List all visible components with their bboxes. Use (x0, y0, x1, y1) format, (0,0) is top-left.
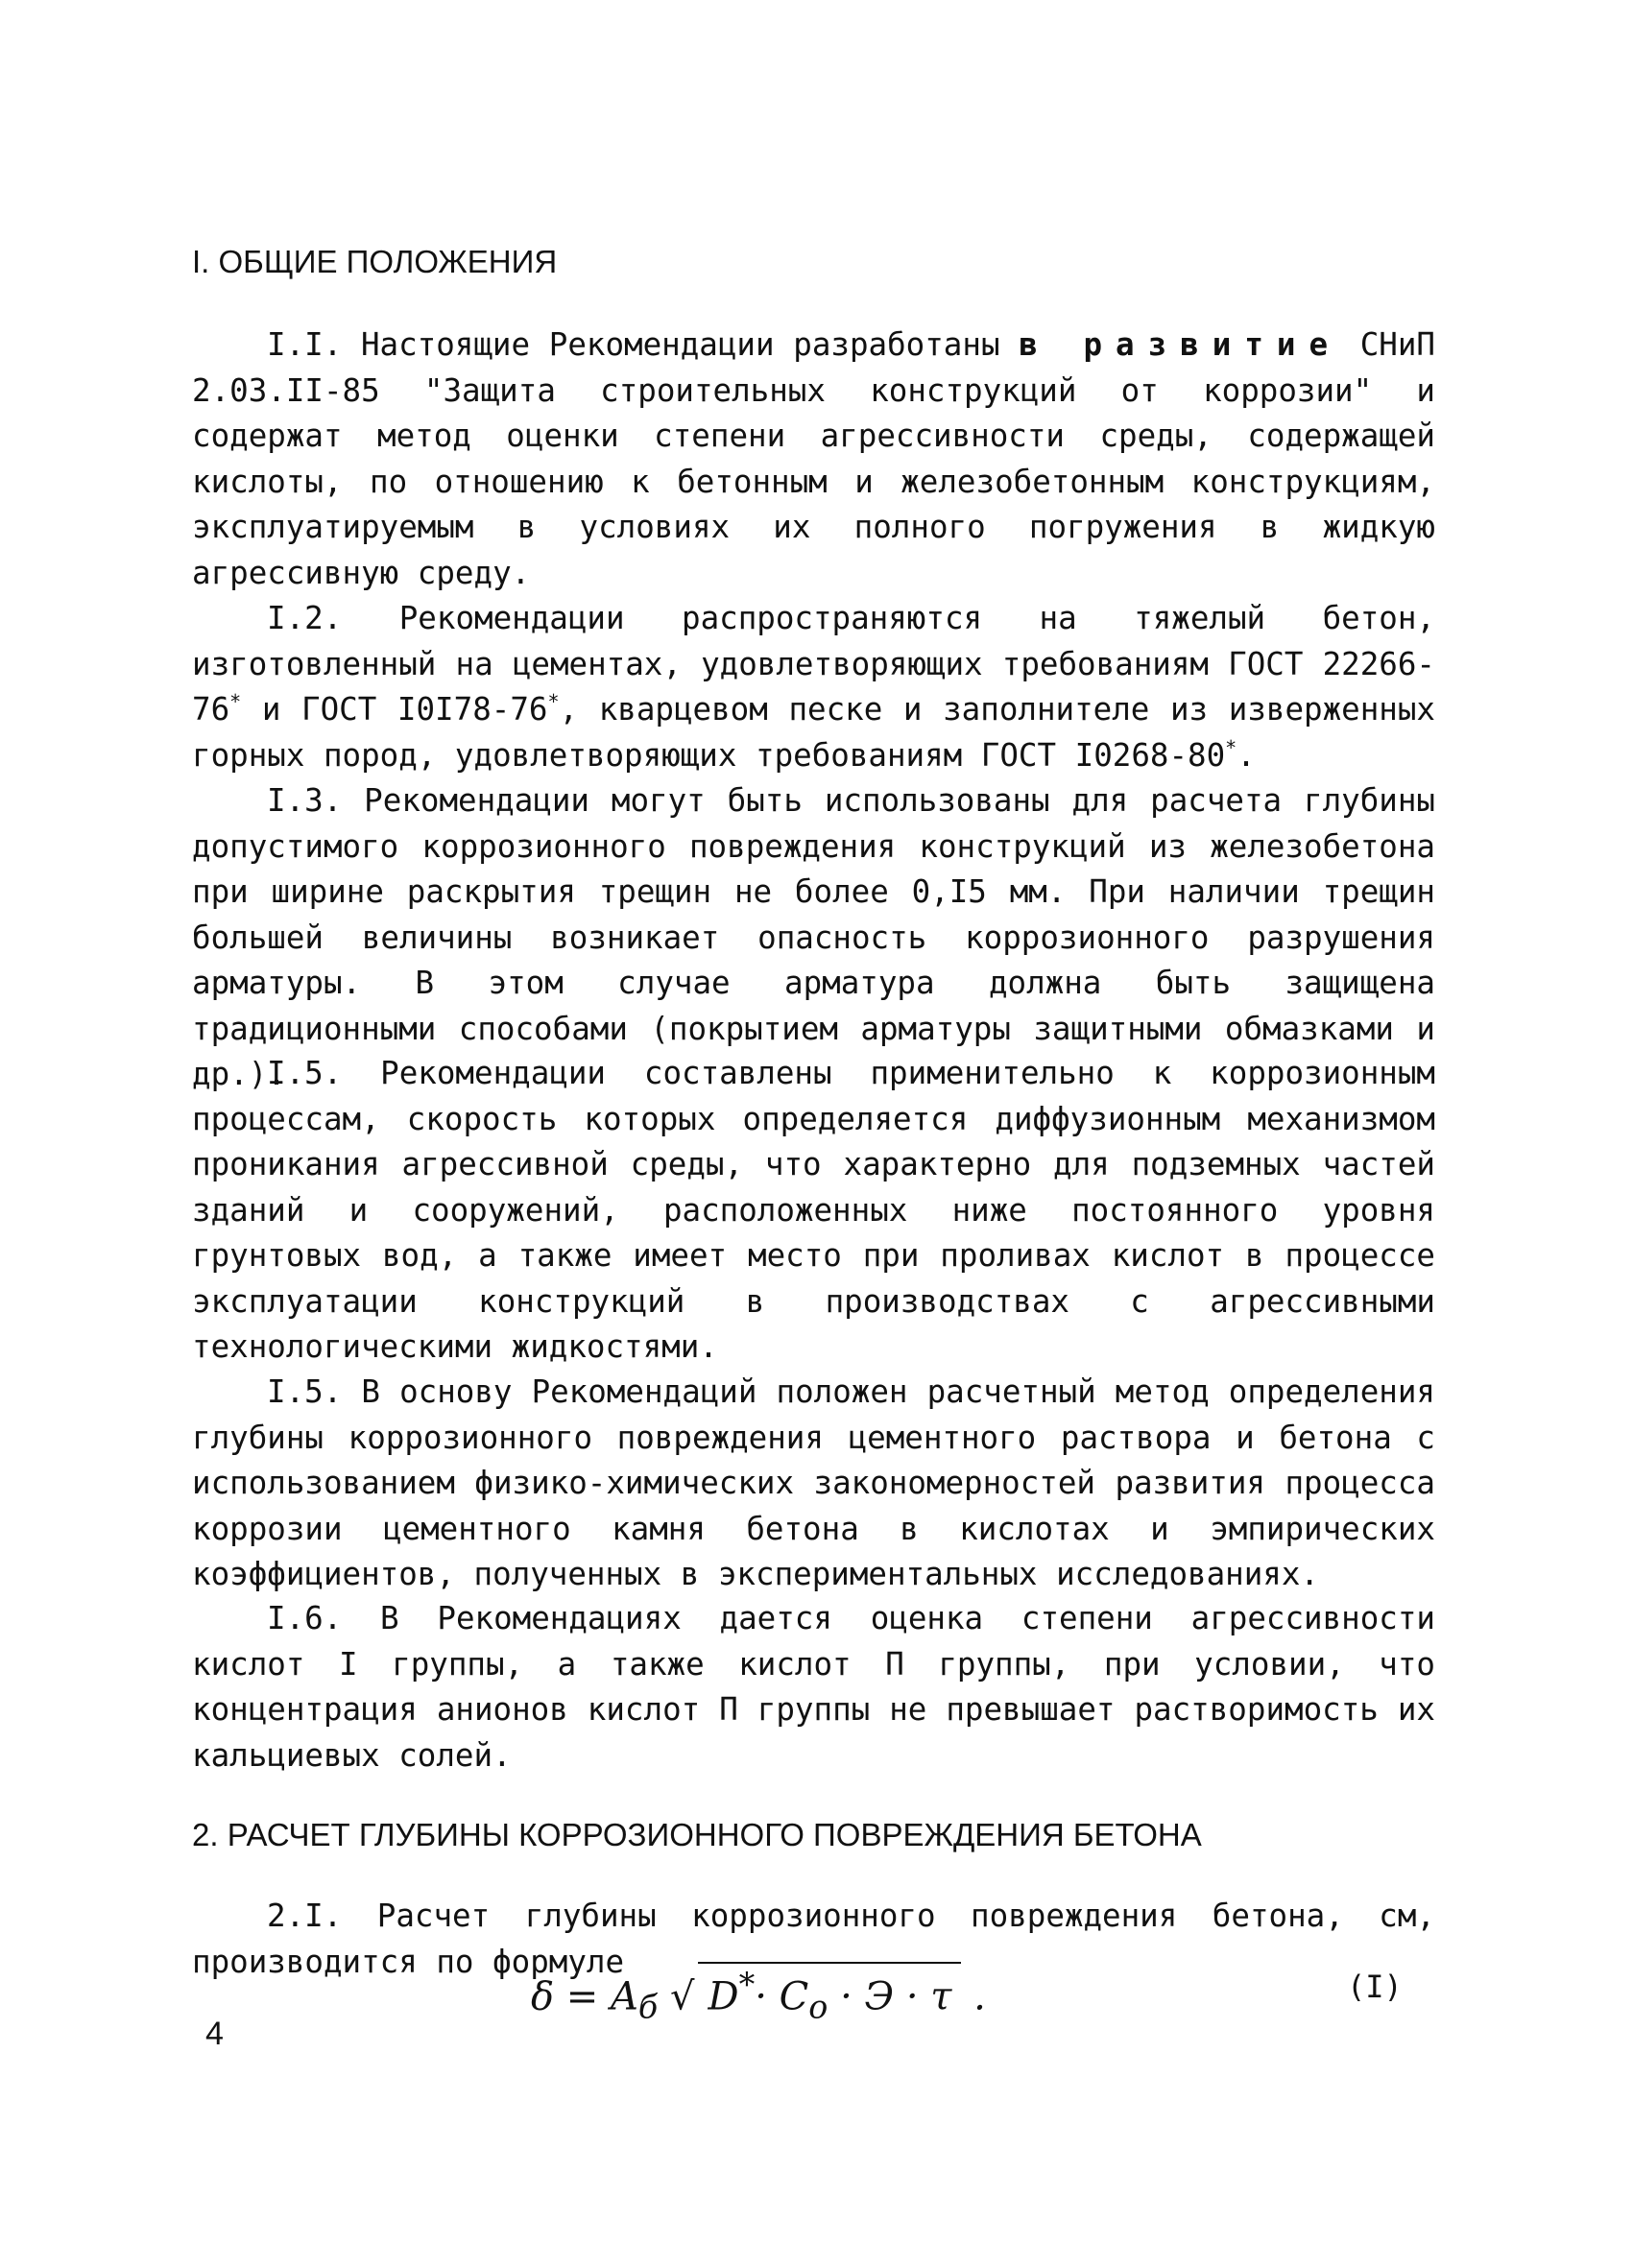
asterisk-mark: * (547, 690, 560, 714)
formula-lhs: δ = A (531, 1974, 638, 2019)
asterisk-mark: * (1225, 735, 1237, 759)
paragraph-1-5-first: I.5. Рекомендации составлены применительно к коррозионным процессам, скорость которых определяется диффузионным механизмом проникания агрессивной среды, что характерно для подземных частей зданий и сооружений, расположенных ниже постоянного уровня грунтовых вод, а также имеет место при проливах кислот в процессе эксплуатации конструкций в производствах с агрессивными технологическими жидкостями. (192, 1055, 1435, 1365)
formula-number: (I) (1347, 1969, 1403, 2005)
formula-radicand-d: D (708, 1974, 739, 2019)
paragraph-1-2-part-d: . (1237, 736, 1256, 774)
paragraph-1-2-part-c: , кварцевом песке и заполнителе из изверженных горных пород, удовлетворяющих требованиям ГОСТ I0268-80 (192, 691, 1435, 774)
page-number: 4 (205, 2016, 224, 2052)
paragraph-1-3: I.3. Рекомендации могут быть использованы для расчета глубины допустимого коррозионного повреждения конструкций из железобетона при ширине раскрытия трещин не более 0,I5 мм. При наличии трещин большей величины возникает опасность коррозионного разрушения арматуры. В этом случае арматура должна быть защищена традиционными способами (покрытием арматуры защитными обмазками и др.). (192, 782, 1435, 1092)
formula-trailing-dot: . (961, 1974, 986, 2019)
section-2-heading: 2. РАСЧЕТ ГЛУБИНЫ КОРРОЗИОННОГО ПОВРЕЖДЕНИЯ БЕТОНА (192, 1817, 1202, 1852)
paragraph-1-6: I.6. В Рекомендациях дается оценка степени агрессивности кислот I группы, а также кислот П группы, при условии, что концентрация анионов кислот П группы не превышает растворимость их кальциевых солей. (192, 1600, 1435, 1774)
paragraph-1-1-start: I.I. Настоящие Рекомендации разработаны (267, 326, 1020, 363)
paragraph-1-1-emphasis: в развитие (1019, 326, 1342, 363)
paragraph-1-5-second: I.5. В основу Рекомендаций положен расчетный метод определения глубины коррозионного повреждения цементного раствора и бетона с использованием физико-химических закономерностей развития процесса коррозии цементного камня бетона в кислотах и эмпирических коэффициентов, полученных в экспериментальных исследованиях. (192, 1373, 1435, 1592)
formula-root-sign: √ (669, 1974, 695, 2019)
paragraph-1-2-part-b: и ГОСТ I0I78-76 (241, 691, 548, 728)
depth-formula (531, 1962, 986, 2025)
paragraph-1-2-part-a: I.2. Рекомендации распространяются на тяжелый бетон, изготовленный на цементах, удовлетворяющих требованиям ГОСТ 22266-76 (192, 600, 1435, 728)
formula-radicand (698, 1962, 961, 2025)
paragraph-1-1 (192, 322, 1435, 596)
section-1-heading: I. ОБЩИЕ ПОЛОЖЕНИЯ (192, 244, 558, 279)
paragraph-1-2 (192, 596, 1435, 778)
formula-radicand-tail: · Э · τ (840, 1974, 952, 2019)
paragraph-2-1: 2.I. Расчет глубины коррозионного повреждения бетона, см, производится по формуле (192, 1898, 1435, 1980)
formula-lhs-subscript: б (637, 1988, 659, 2026)
formula-radicand-star: * (738, 1966, 756, 2003)
paragraph-1-1-rest: СНиП 2.03.II-85 "Защита строительных конструкций от коррозии" и содержат метод оценки степени агрессивности среды, содержащей кислоты, по отношению к бетонным и железобетонным конструкциям, эксплуатируемым в условиях их полного погружения в жидкую агрессивную среду. (192, 326, 1435, 591)
formula-radicand-c: · C (755, 1974, 809, 2019)
asterisk-mark: * (229, 690, 242, 714)
formula-radicand-subscript: o (808, 1988, 829, 2026)
